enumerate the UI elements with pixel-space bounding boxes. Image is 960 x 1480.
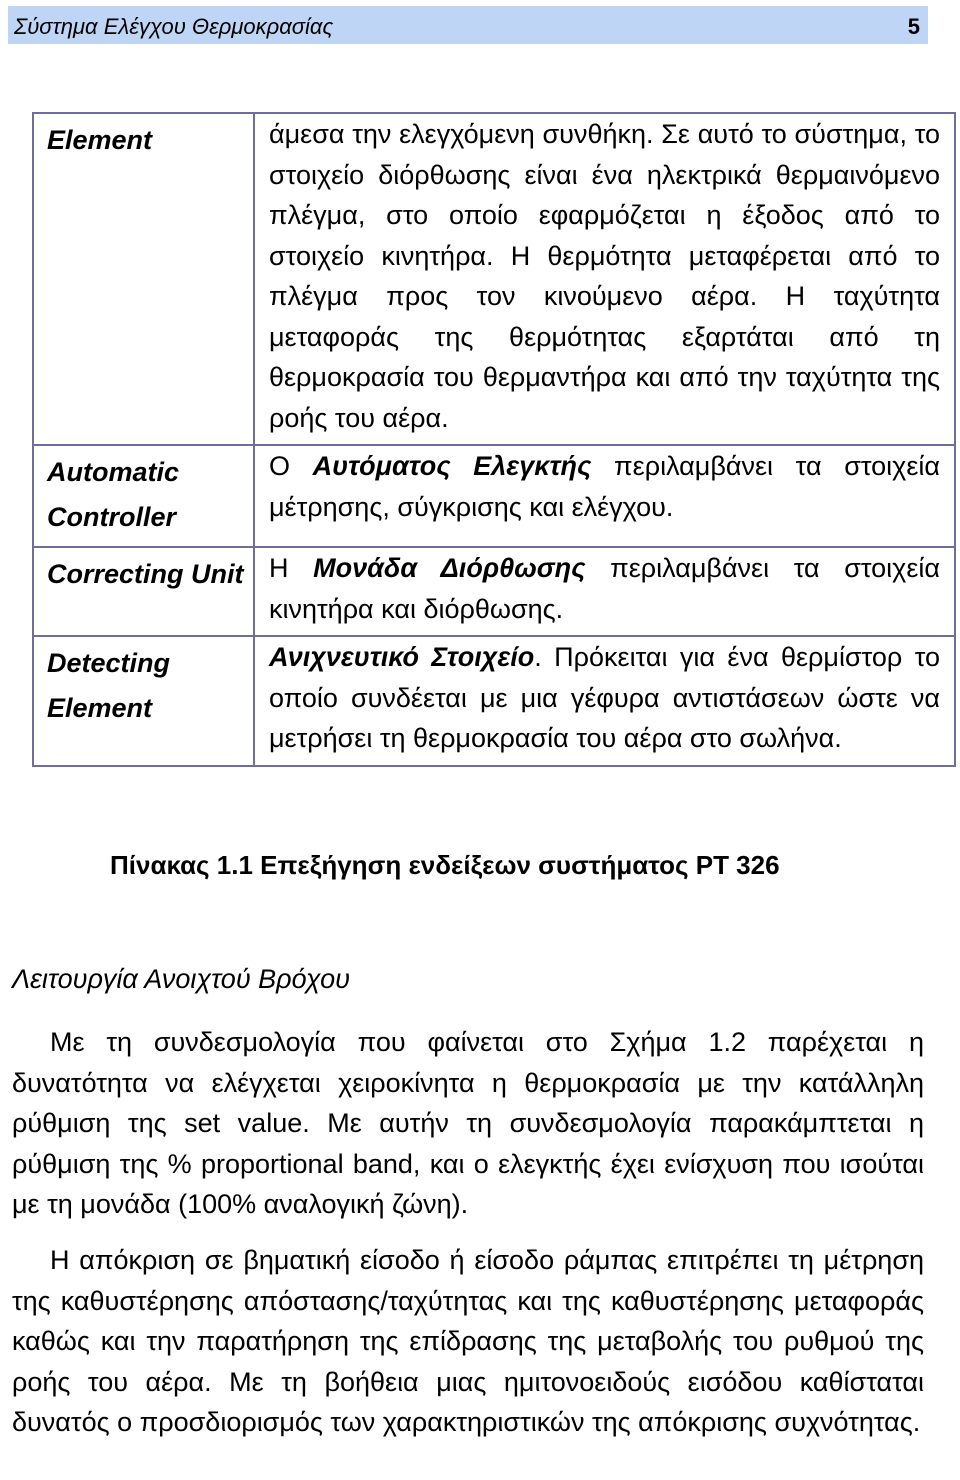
description-cell [254, 113, 955, 445]
term-cell: Element [33, 113, 254, 445]
term-cell: Automatic Controller [33, 445, 254, 547]
table-row [33, 113, 955, 445]
page-number: 5 [907, 14, 920, 39]
description-text: Ο [269, 451, 313, 481]
table-row [33, 636, 955, 766]
description-text: Η [269, 553, 314, 583]
emphasized-term: Μονάδα Διόρθωσης [313, 553, 586, 583]
table-row [33, 445, 955, 547]
description-cell [254, 445, 955, 547]
term-cell: Correcting Unit [33, 547, 254, 636]
description-text: άμεσα την ελεγχόμενη συνθήκη. Σε αυτό το σύστημα, το στοιχείο διόρθωσης είναι ένα ηλεκτρικά θερμαινόμενο πλέγμα, στο οποίο εφαρμόζεται η έξοδος από το στοιχείο κινητήρα. Η θερμότητα μεταφέρεται από το πλέγμα προς τον κινούμενο αέρα. Η ταχύτητα μεταφοράς της θερμότητας εξαρτάται από τη θερμοκρασία του θερμαντήρα και από την ταχύτητα της ροής του αέρα. [269, 119, 940, 433]
description-cell [254, 636, 955, 766]
description-text: περιλαμβάνει τα στοιχεία κινητήρα και διόρθωσης. [269, 553, 940, 624]
section-title: Λειτουργία Ανοιχτού Βρόχου [12, 964, 351, 994]
body-paragraph: Η απόκριση σε βηματική είσοδο ή είσοδο ράμπας επιτρέπει τη μέτρηση της καθυστέρησης απόστασης/ταχύτητας και της καθυστέρησης μεταφοράς καθώς και την παρατήρηση της επίδρασης της μεταβολής του ρυθμού της ροής του αέρα. Με τη βοήθεια μιας ημιτονοειδούς εισόδου καθίσταται δυνατός ο προσδιορισμός των χαρακτηριστικών της απόκρισης συχνότητας. [12, 1245, 924, 1437]
table-caption: Πίνακας 1.1 Επεξήγηση ενδείξεων συστήματος PT 326 [110, 850, 780, 880]
table-row [33, 547, 955, 636]
term-cell: Detecting Element [33, 636, 254, 766]
page-header [8, 6, 928, 44]
emphasized-term: Ανιχνευτικό Στοιχείο [269, 642, 535, 672]
emphasized-term: Αυτόματος Ελεγκτής [312, 451, 592, 481]
description-cell [254, 547, 955, 636]
body-paragraph: Με τη συνδεσμολογία που φαίνεται στο Σχήμα 1.2 παρέχεται η δυνατότητα να ελέγχεται χειροκίνητα η θερμοκρασία με την κατάλληλη ρύθμιση της set value. Με αυτήν τη συνδεσμολογία παρακάμπτεται η ρύθμιση της % proportional band, και ο ελεγκτής έχει ενίσχυση που ισούται με τη μονάδα (100% αναλογική ζώνη). [12, 1027, 924, 1219]
header-title: Σύστημα Ελέγχου Θερμοκρασίας [14, 14, 334, 39]
definitions-table [32, 112, 956, 767]
description-text: περιλαμβάνει τα στοιχεία μέτρησης, σύγκρισης και ελέγχου. [269, 451, 940, 522]
description-text: . Πρόκειται για ένα θερμίστορ το οποίο συνδέεται με μια γέφυρα αντιστάσεων ώστε να μετρήσει τη θερμοκρασία του αέρα στο σωλήνα. [269, 642, 940, 753]
